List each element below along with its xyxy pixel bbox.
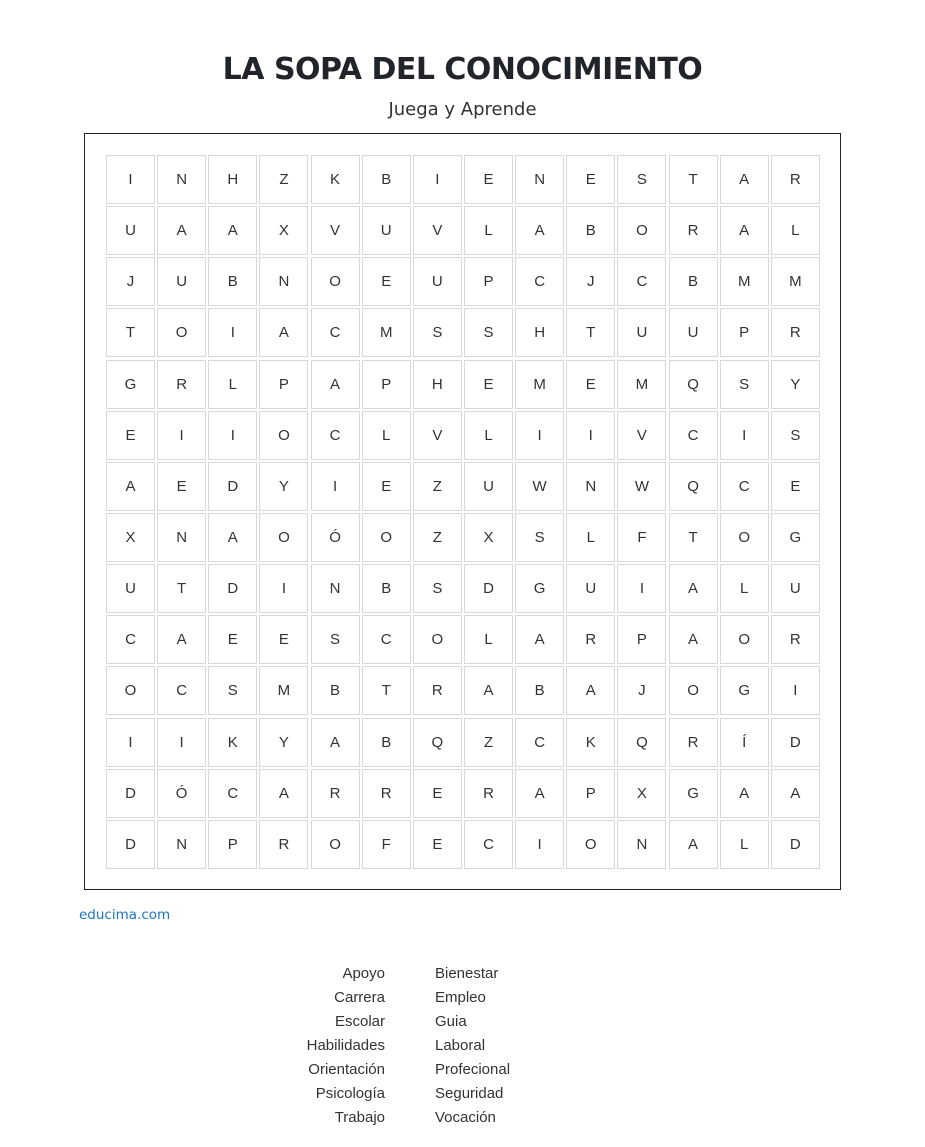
word-list-item: Empleo [435,989,486,1006]
grid-cell[interactable]: L [464,411,513,460]
grid-cell[interactable]: A [669,564,718,613]
grid-cell[interactable]: U [362,206,411,255]
grid-cell[interactable]: O [669,666,718,715]
grid-cell[interactable]: O [720,513,769,562]
grid-cell[interactable]: V [413,206,462,255]
grid-cell[interactable]: R [771,615,820,664]
grid-cell[interactable]: K [566,718,615,767]
grid-cell[interactable]: M [617,360,666,409]
grid-cell[interactable]: R [771,155,820,204]
grid-cell[interactable]: X [617,769,666,818]
grid-cell[interactable]: O [617,206,666,255]
grid-cell[interactable]: C [515,718,564,767]
grid-cell[interactable]: A [106,462,155,511]
grid-cell[interactable]: Q [413,718,462,767]
grid-cell[interactable]: S [311,615,360,664]
grid-cell[interactable]: G [515,564,564,613]
grid-cell[interactable]: Y [259,462,308,511]
grid-cell[interactable]: E [771,462,820,511]
grid-cell[interactable]: T [362,666,411,715]
word-list-item: Trabajo [334,1109,385,1126]
grid-cell[interactable]: I [106,718,155,767]
grid-cell[interactable]: E [413,820,462,869]
grid-cell[interactable]: P [720,308,769,357]
grid-cell[interactable]: C [311,411,360,460]
grid-cell[interactable]: R [259,820,308,869]
grid-cell[interactable]: R [362,769,411,818]
grid-cell[interactable]: I [413,155,462,204]
grid-cell[interactable]: B [669,257,718,306]
grid-cell[interactable]: U [566,564,615,613]
grid-cell[interactable]: Q [669,462,718,511]
grid-cell[interactable]: N [259,257,308,306]
grid-cell[interactable]: H [208,155,257,204]
grid-cell[interactable]: C [617,257,666,306]
grid-cell[interactable]: G [106,360,155,409]
grid-cell[interactable]: L [566,513,615,562]
grid-cell[interactable]: B [566,206,615,255]
grid-cell[interactable]: S [771,411,820,460]
grid-cell[interactable]: S [413,308,462,357]
grid-cell[interactable]: U [106,564,155,613]
grid-cell[interactable]: C [515,257,564,306]
grid-cell[interactable]: Z [413,462,462,511]
grid-cell[interactable]: C [720,462,769,511]
word-list-item: Orientación [308,1061,385,1078]
grid-cell[interactable]: D [106,820,155,869]
grid-cell[interactable]: I [157,411,206,460]
grid-cell[interactable]: M [515,360,564,409]
grid-cell[interactable]: A [669,615,718,664]
grid-cell[interactable]: E [259,615,308,664]
word-list-item: Habilidades [306,1037,385,1054]
grid-cell[interactable]: A [311,360,360,409]
grid-cell[interactable]: T [669,155,718,204]
grid-cell[interactable]: C [208,769,257,818]
grid-cell[interactable]: O [259,411,308,460]
grid-cell[interactable]: M [362,308,411,357]
grid-cell[interactable]: R [413,666,462,715]
word-list-item: Psicología [315,1085,385,1102]
page-subtitle: Juega y Aprende [388,99,537,120]
grid-cell[interactable]: G [720,666,769,715]
grid-cell[interactable]: I [208,411,257,460]
grid-cell[interactable]: J [106,257,155,306]
grid-cell[interactable]: G [771,513,820,562]
grid-cell[interactable]: A [720,206,769,255]
letter-grid [106,155,820,869]
grid-cell[interactable]: O [311,820,360,869]
grid-cell[interactable]: L [720,820,769,869]
grid-cell[interactable]: L [362,411,411,460]
grid-cell[interactable]: I [515,820,564,869]
grid-cell[interactable]: Q [669,360,718,409]
grid-cell[interactable]: X [464,513,513,562]
grid-cell[interactable]: T [669,513,718,562]
grid-cell[interactable]: B [208,257,257,306]
grid-cell[interactable]: I [771,666,820,715]
grid-cell[interactable]: O [566,820,615,869]
grid-cell[interactable]: O [259,513,308,562]
grid-cell[interactable]: I [566,411,615,460]
grid-cell[interactable]: W [515,462,564,511]
grid-cell[interactable]: O [106,666,155,715]
grid-cell[interactable]: A [720,155,769,204]
grid-cell[interactable]: U [669,308,718,357]
grid-cell[interactable]: A [464,666,513,715]
grid-cell[interactable]: C [157,666,206,715]
grid-cell[interactable]: Í [720,718,769,767]
grid-cell[interactable]: R [669,718,718,767]
grid-cell[interactable]: U [464,462,513,511]
word-list-item: Bienestar [435,965,499,982]
grid-cell[interactable]: A [669,820,718,869]
grid-cell[interactable]: R [157,360,206,409]
grid-cell[interactable]: R [669,206,718,255]
grid-cell[interactable]: Y [259,718,308,767]
grid-cell[interactable]: A [208,206,257,255]
grid-cell[interactable]: C [311,308,360,357]
grid-cell[interactable]: D [464,564,513,613]
grid-cell[interactable]: D [208,462,257,511]
grid-cell[interactable]: I [515,411,564,460]
grid-cell[interactable]: E [362,257,411,306]
grid-cell[interactable]: E [208,615,257,664]
grid-cell[interactable]: I [259,564,308,613]
grid-cell[interactable]: P [464,257,513,306]
grid-cell[interactable]: U [157,257,206,306]
grid-cell[interactable]: Ó [157,769,206,818]
grid-cell[interactable]: W [617,462,666,511]
grid-cell[interactable]: O [413,615,462,664]
grid-cell[interactable]: R [311,769,360,818]
grid-cell[interactable]: N [157,513,206,562]
grid-cell[interactable]: A [259,769,308,818]
grid-cell[interactable]: F [617,513,666,562]
grid-cell[interactable]: J [566,257,615,306]
grid-cell[interactable]: C [669,411,718,460]
grid-cell[interactable]: N [566,462,615,511]
grid-cell[interactable]: P [208,820,257,869]
grid-cell[interactable]: F [362,820,411,869]
grid-cell[interactable]: I [157,718,206,767]
grid-cell[interactable]: O [362,513,411,562]
grid-cell[interactable]: S [617,155,666,204]
grid-cell[interactable]: S [720,360,769,409]
grid-cell[interactable]: H [515,308,564,357]
grid-cell[interactable]: A [515,615,564,664]
grid-cell[interactable]: U [106,206,155,255]
grid-cell[interactable]: N [515,155,564,204]
grid-cell[interactable]: C [362,615,411,664]
word-list-item: Guia [435,1013,467,1030]
grid-cell[interactable]: E [464,360,513,409]
grid-cell[interactable]: E [464,155,513,204]
grid-cell[interactable]: P [259,360,308,409]
grid-cell[interactable]: L [464,206,513,255]
grid-cell[interactable]: R [566,615,615,664]
grid-cell[interactable]: E [566,155,615,204]
word-list-item: Profecional [435,1061,511,1078]
grid-cell[interactable]: D [106,769,155,818]
word-list-item: Vocación [435,1109,496,1126]
grid-cell[interactable]: R [771,308,820,357]
grid-cell[interactable]: E [106,411,155,460]
word-list-item: Carrera [334,989,385,1006]
grid-cell[interactable]: C [106,615,155,664]
grid-cell[interactable]: Q [617,718,666,767]
grid-cell[interactable]: V [311,206,360,255]
grid-cell[interactable]: T [566,308,615,357]
grid-cell[interactable]: B [362,718,411,767]
credit-link[interactable]: educima.com [79,907,171,923]
grid-cell[interactable]: B [515,666,564,715]
grid-cell[interactable]: H [413,360,462,409]
grid-cell[interactable]: P [362,360,411,409]
grid-cell[interactable]: C [464,820,513,869]
grid-cell[interactable]: Z [259,155,308,204]
grid-cell[interactable]: I [106,155,155,204]
grid-cell[interactable]: E [157,462,206,511]
grid-cell[interactable]: B [362,564,411,613]
grid-cell[interactable]: L [771,206,820,255]
grid-cell[interactable]: M [771,257,820,306]
grid-cell[interactable]: Z [413,513,462,562]
grid-cell[interactable]: A [311,718,360,767]
grid-cell[interactable]: A [515,769,564,818]
grid-cell[interactable]: T [157,564,206,613]
grid-cell[interactable]: B [362,155,411,204]
word-list-item: Laboral [435,1037,486,1054]
grid-cell[interactable]: S [515,513,564,562]
grid-cell[interactable]: O [311,257,360,306]
grid-cell[interactable]: P [617,615,666,664]
word-search-board [84,133,841,890]
grid-cell[interactable]: A [157,206,206,255]
grid-cell[interactable]: P [566,769,615,818]
grid-cell[interactable]: N [157,155,206,204]
grid-cell[interactable]: V [413,411,462,460]
grid-cell[interactable]: N [157,820,206,869]
grid-cell[interactable]: O [720,615,769,664]
grid-cell[interactable]: A [208,513,257,562]
grid-cell[interactable]: L [720,564,769,613]
grid-cell[interactable]: Ó [311,513,360,562]
grid-cell[interactable]: A [771,769,820,818]
grid-cell[interactable]: I [311,462,360,511]
grid-cell[interactable]: A [259,308,308,357]
grid-cell[interactable]: A [157,615,206,664]
grid-cell[interactable]: L [464,615,513,664]
grid-cell[interactable]: I [720,411,769,460]
word-list-item: Apoyo [342,965,385,982]
grid-cell[interactable]: S [208,666,257,715]
grid-cell[interactable]: T [106,308,155,357]
grid-cell[interactable]: A [720,769,769,818]
grid-cell[interactable]: U [413,257,462,306]
word-list-left-column [185,962,385,1130]
grid-cell[interactable]: S [413,564,462,613]
grid-cell[interactable]: R [464,769,513,818]
grid-cell[interactable]: X [106,513,155,562]
grid-cell[interactable]: X [259,206,308,255]
grid-cell[interactable]: I [208,308,257,357]
grid-cell[interactable]: Z [464,718,513,767]
grid-cell[interactable]: A [515,206,564,255]
word-list-item: Seguridad [435,1085,504,1102]
grid-cell[interactable]: J [617,666,666,715]
grid-cell[interactable]: D [771,718,820,767]
grid-cell[interactable]: O [157,308,206,357]
grid-cell[interactable]: L [208,360,257,409]
grid-cell[interactable]: A [566,666,615,715]
grid-cell[interactable]: N [617,820,666,869]
grid-cell[interactable]: G [669,769,718,818]
grid-cell[interactable]: M [720,257,769,306]
grid-cell[interactable]: M [259,666,308,715]
grid-cell[interactable]: D [208,564,257,613]
page-title: LA SOPA DEL CONOCIMIENTO [222,52,703,87]
grid-cell[interactable]: E [362,462,411,511]
grid-cell[interactable]: E [566,360,615,409]
word-list-right-column [435,962,635,1130]
grid-cell[interactable]: U [617,308,666,357]
grid-cell[interactable]: K [208,718,257,767]
grid-cell[interactable]: S [464,308,513,357]
grid-cell[interactable]: I [617,564,666,613]
grid-cell[interactable]: U [771,564,820,613]
grid-cell[interactable]: Y [771,360,820,409]
word-list-item: Escolar [334,1013,385,1030]
grid-cell[interactable]: N [311,564,360,613]
grid-cell[interactable]: D [771,820,820,869]
grid-cell[interactable]: V [617,411,666,460]
grid-cell[interactable]: B [311,666,360,715]
grid-cell[interactable]: K [311,155,360,204]
grid-cell[interactable]: E [413,769,462,818]
